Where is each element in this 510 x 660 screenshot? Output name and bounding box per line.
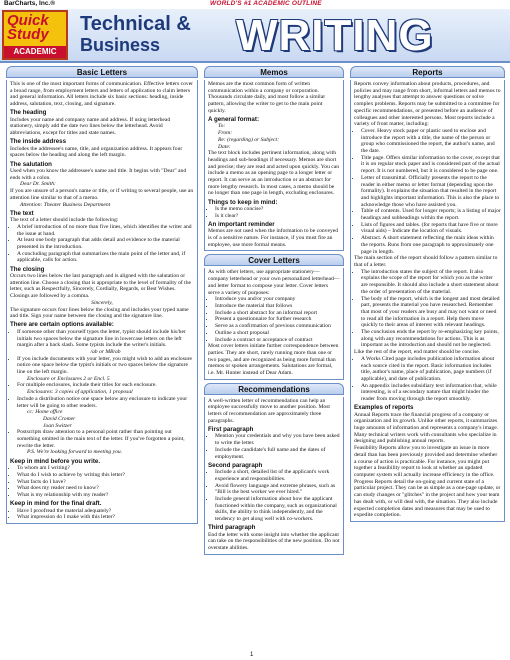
text-list <box>10 224 194 264</box>
list-item: • What do I wish to achieve by writing this letter? <box>17 472 194 479</box>
initials-example: /ab or MB/ab <box>90 348 121 355</box>
memo-text-block: The text block includes pertinent information, along with headings and sub-headings if necessary. Memos are short and precise; they are read and acted upon quickly. You can include a memo as an opening page to a longer letter or report. It can serve as an introduction or an abstract for more lengthy research. In most cases, a memo should be no longer than one page in length, excluding enclosures. <box>208 150 340 197</box>
basic-intro: This is one of the most important forms of communication. Effective letters cover a broad range, from employment letters and letters of application to claim letters and general information. All letters include six basic sections: heading, inside address, salutation, text, closing, and signature. <box>10 81 194 108</box>
recs-p3-heading: Third paragraph <box>208 524 256 532</box>
list-item: • A brief introduction of no more than five lines, which identifies the writer and the issue at hand. <box>17 224 194 237</box>
examples-heading: Examples of reports <box>354 404 414 412</box>
main-section-text: The main section of the report should follow a pattern similar to that of a letter. <box>354 255 498 268</box>
list-item: • Present a questionnaire for further research <box>215 316 340 323</box>
list-item: • The conclusion ends the report by re-emphasizing key points, along with any recommendations for actions. This is as important as the introduction and should not be neglected. <box>361 329 501 349</box>
memo-format-heading: A general format: <box>208 116 259 124</box>
title-main: WRITING <box>236 11 434 60</box>
list-item: • Is the memo concise? <box>215 206 340 213</box>
list-item: • Include a short abstract for an informal report <box>215 310 340 317</box>
column-basic-letters <box>6 66 198 652</box>
progress-reports-text: Progress Reports detail the on-going and current state of a particular project. They can be as simple as a one-page update, or can study changes or "glitches" in the project and how your team has dealt with, or will deal with, the situation. They also include expected completion dates and measures that may be used to expedite completion. <box>354 478 501 519</box>
closing-example: Sincerely, <box>91 299 113 306</box>
memo-format-to: To: <box>218 123 226 130</box>
mind-before-list <box>10 465 194 499</box>
title-line-2: Business <box>80 35 161 55</box>
options-heading: There are certain options available: <box>10 321 114 329</box>
section-recommendations <box>204 397 344 555</box>
inside-address-text: Includes the addressee's name, title, and organization address. It appears four spaces below the heading and along the left margin. <box>10 145 183 159</box>
final-draft-list <box>10 508 194 521</box>
quickstudy-logo <box>2 10 68 60</box>
list-item: • Lists of figures and tables. (for reports that have five or more visual aids) – Indicate the location of visuals. <box>361 222 501 235</box>
cover-outro: Most cover letters initiate further correspondence between parties. They are short, rarely running more than one or two pages, and are recognized as being more formal than memos or spoken arrangements. Salutations are formal, i.e. Mr. Hunter instead of Dear Adam. <box>208 343 339 377</box>
list-item: • Include a short, detailed list of the applicant's work experience and responsibilities. <box>215 469 340 482</box>
memo-format-date: Date: <box>218 143 231 150</box>
list-item: • Include a distribution notice one space below any enclosure to indicate your letter will be going to other readers. <box>17 396 194 409</box>
feasibility-reports-text: Feasibility Reports allow you to investigate an issue in more detail than has been previously provided and determine whether a course of action is practicable. For instance, you might put together a feasibility report to look at whether an updated computer system will actually increase efficiency in the office. <box>354 445 498 478</box>
list-item: • Outline a short proposal <box>215 330 340 337</box>
cc-example-1: cc: Home office <box>27 409 63 416</box>
section-heading-reports: Reports <box>350 66 505 78</box>
column-memos <box>204 66 344 652</box>
enclosures-example: Enclosures: 3 copies of application, 1 proposal <box>27 389 133 396</box>
inside-address-heading: The inside address <box>10 138 67 146</box>
end-matter-list <box>354 356 501 403</box>
recs-p3-text: End the letter with some insight into whether the applicant can take on the responsibilities of the new position. Do not overstate abilities. <box>208 531 340 552</box>
memo-format-from: From: <box>218 130 233 137</box>
recs-p2-list <box>208 469 340 523</box>
list-item: • Avoid flowery language and extreme phrases, such as "Bill is the best worker we ever hired." <box>215 483 340 496</box>
heading-heading: The heading <box>10 109 47 117</box>
salutation-heading: The salutation <box>10 160 52 168</box>
section-cover-letters <box>204 268 344 379</box>
section-memos <box>204 80 344 251</box>
heading-text: Includes your name and company name and address. If using letterhead stationery, simply add the date two lines below the letterhead. Avoid abbreviations, except for titles and state names. <box>10 116 171 137</box>
title-line-1: Technical & <box>80 13 191 35</box>
list-item: • An appendix includes subsidiary text information that, while interesting, is of a secondary nature that might hinder the reader from moving through the report smoothly. <box>361 383 501 403</box>
list-item: • Introduce you and/or your company <box>215 296 340 303</box>
list-item: • A concluding paragraph that summarizes the main point of the letter and, if applicable, calls for action. <box>17 251 194 264</box>
list-item: • Include a contract or acceptance of contract <box>215 337 340 344</box>
list-item: • Abstract. A short statement reflecting the main ideas within the reports. Runs from one paragraph to approximately one page in length. <box>361 235 501 255</box>
list-item: • What impression do I make with this letter? <box>17 514 194 521</box>
list-item: • Include the candidate's full name and the dates of employment. <box>215 447 340 460</box>
tagline: WORLD'S #1 ACADEMIC OUTLINE <box>210 0 322 7</box>
text-heading: The text <box>10 209 34 217</box>
closing-text: Occurs two lines below the last paragraph and is aligned with the salutation or attention line. Choose a closing that is appropriate to the level of formality of the letter, such as Respectfully, Sincerely, Cordially, Regards, or Best Wishes. Closings are followed by a comma. <box>10 273 191 300</box>
closing-heading: The closing <box>10 265 45 273</box>
enclosure-example: Enclosure or Enclosures 2 or Encl. 5 <box>27 375 110 382</box>
list-item: • If you include documents with your letter, you might wish to add an enclosure notice one space below the typist's initials or two spaces below the signature line on the left margin. <box>17 356 194 376</box>
publisher-name: BarCharts, Inc.® <box>4 0 56 7</box>
list-item: • The body of the report, which is the longest and most detailed part, presents the material you have researched. Remember that most of your readers are busy and may not want or need to read all the information in a report. Help them move quickly to their areas of interest with relevant headings. <box>361 296 501 330</box>
list-item: • A Works Cited page includes publication information about each source cited in the report. Basic information includes title, author's name, place of publication, page numbers (if applicable), and date of publication. <box>361 356 501 383</box>
list-item: • Introduce the material that follows <box>215 303 340 310</box>
list-item: • What does my reader need to know? <box>17 485 194 492</box>
memo-mind-heading: Things to keep in mind: <box>208 198 278 206</box>
list-item: • Is it clear? <box>215 213 340 220</box>
list-item: • Have I proofread the material adequately? <box>17 508 194 515</box>
text-intro: The text of a letter should include the following: <box>10 217 119 224</box>
section-heading-cover-letters: Cover Letters <box>204 254 344 266</box>
attention-example: Attention: Theater Business Department <box>20 201 111 208</box>
end-matter-text: Like the rest of the report, end matter should be concise. <box>354 349 481 356</box>
memo-reminder-text: Memos are not used when the information to be conveyed is of a sensitive nature. For instance, if you must fire an employee, use more formal means. <box>208 228 339 248</box>
final-draft-heading: Keep in mind for the final draft. <box>10 500 102 508</box>
list-item: • Title page. Offers similar information to the cover, except that it is on regular stock paper and is considered part of the actual report. It is not numbered, but it is considered to be page one. <box>361 155 501 175</box>
list-item: • Cover. Heavy stock paper or plastic used to enclose and introduce the report with a title, the name of the person or group who commissioned the report, the author's name, and the date. <box>361 128 501 155</box>
list-item: • Serve as a confirmation of previous communication <box>215 323 340 330</box>
list-item: • For multiple enclosures, include their titles for each enclosure. <box>17 382 194 389</box>
recs-p2-heading: Second paragraph <box>208 461 263 469</box>
logo-academic: ACADEMIC <box>4 46 66 58</box>
section-heading-basic-letters: Basic Letters <box>6 66 198 78</box>
salutation-example: Dear Dr. Smith: <box>20 181 56 188</box>
memo-format-re: Re: (regarding) or Subject: <box>218 136 279 143</box>
ps-example: P.S. We're looking forward to meeting you. <box>27 449 123 456</box>
list-item: • Letter of transmittal. Officially presents the report to the reader in either memo or letter format (depending upon the formality). It explains the situation that resulted in the report and highlights important information. This is also the place to acknowledge those who have assisted you. <box>361 175 501 209</box>
front-matter-list <box>354 128 501 255</box>
cover-list <box>208 296 340 343</box>
main-section-list <box>354 269 501 349</box>
reports-intro: Reports convey information about products, procedures, and policies and may range from short, informal letters and memos to lengthy analyses that attempt to answer questions or solve complex problems. Reports may be submitted to a committee for specific recommendations, or presented before an audience of colleagues and other interested persons. Most reports include a variety of front matter, including: <box>354 81 501 128</box>
section-reports <box>350 80 505 522</box>
page-number: 1 <box>250 652 254 658</box>
list-item: • If someone other than yourself types the letter, typist should include his/her initials two spaces below the signature line in lowercase letters on the left margin after a back slash. Some typists include the writer's initials. <box>17 329 194 349</box>
list-item: • What is my relationship with my reader? <box>17 492 194 499</box>
section-heading-memos: Memos <box>204 66 344 78</box>
cc-example-3: Joan Switzer <box>43 422 72 429</box>
logo-text: Quick Study <box>7 12 49 43</box>
recs-intro: A well-written letter of recommendation can help an employee successfully move to another position. Most letters of recommendation are approximately three paragraphs. <box>208 397 330 424</box>
list-item: • What facts do I have? <box>17 479 194 486</box>
memo-mind-list <box>208 206 340 219</box>
signature-text: The signature occurs four lines below the closing and includes your typed name and title. Sign your name between the closing and the signature line. <box>10 306 189 320</box>
cover-intro: As with other letters, use appropriate stationery—company letterhead or your own personalized letterhead—and letter format to compose your letter. Cover letters serve a variety of purposes: <box>208 269 340 296</box>
recs-p1-heading: First paragraph <box>208 426 254 434</box>
unknown-name-text: If you are unsure of a person's name or title, or if writing to several people, use an attention line similar to that of a memo. <box>10 188 194 201</box>
mind-before-heading: Keep in mind before you write. <box>10 457 101 465</box>
memos-intro: Memos are the most common form of written communication within a company or corporation. Thousands circulate daily, and most follow a similar pattern, allowing the writer to get to the main point quickly. <box>208 81 326 114</box>
list-item: • At least one body paragraph that adds detail and evidence to the material presented in the introduction. <box>17 237 194 250</box>
options-list <box>10 329 194 456</box>
column-reports <box>350 66 505 652</box>
list-item: • Mention your credentials and why you have been asked to write the letter. <box>215 433 340 446</box>
memo-reminder-heading: An important reminder <box>208 220 275 228</box>
cc-example-2: David Cromer <box>43 415 76 422</box>
list-item: • The introduction states the subject of the report. It also explains the scope of the report for which you as the writer are responsible. It should also include a short statement about the order of presentation of the material. <box>361 269 501 296</box>
list-item: • Postscripts draw attention to a personal point rather than pointing out something omitted in the main text of the letter. If you've forgotten a point, rewrite the letter. <box>17 429 194 449</box>
list-item: • To whom am I writing? <box>17 465 194 472</box>
salutation-text: Used when you know the addressee's name and title. It begins with "Dear" and ends with a colon. <box>10 168 187 181</box>
title-banner <box>0 9 510 63</box>
list-item: • Include general information about how the applicant functioned within the company, such as organizational skills, the ability to think independently, and the tendency to get along well with co-workers. <box>215 496 340 523</box>
list-item: • Table of contents. Used for longer reports; is a listing of major headings and subheadings within the report. <box>361 208 501 221</box>
section-heading-recommendations: Recommendations <box>204 383 344 395</box>
annual-reports-text: Annual Reports trace the financial progress of a company or organization and its growth. Unlike other reports, it summarizes huge amounts of information and represents a company's image. Many technical writers work with consultants who specialize in designing and publishing annual reports. <box>354 411 499 445</box>
top-bar <box>0 0 510 9</box>
section-basic-letters <box>6 80 198 524</box>
recs-p1-list <box>208 433 340 460</box>
